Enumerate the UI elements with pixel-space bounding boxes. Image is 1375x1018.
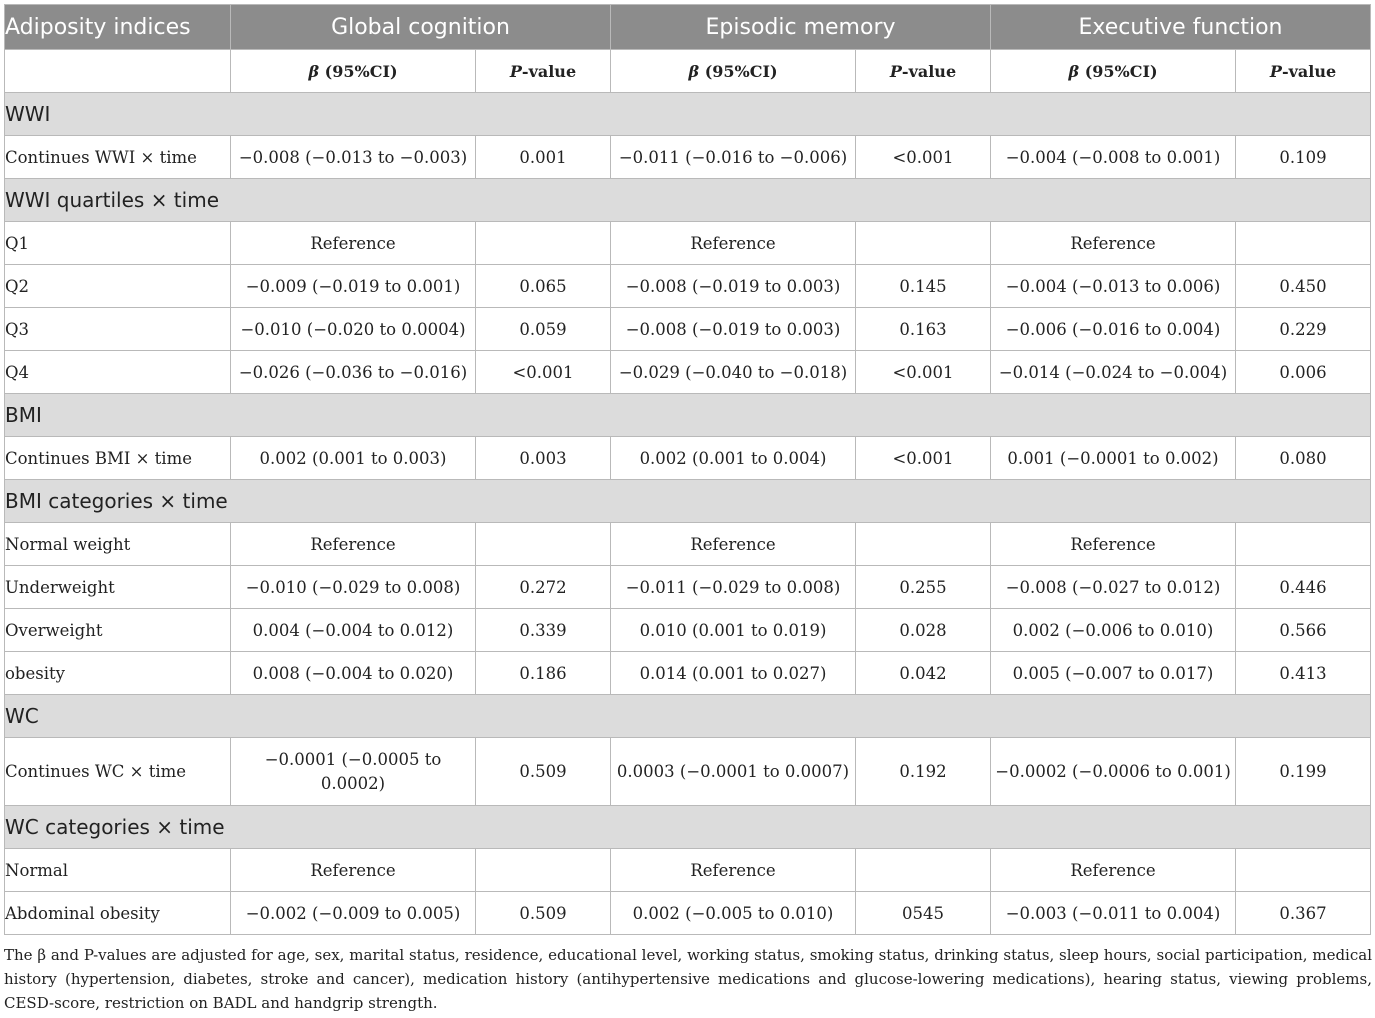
- cell-global-cognition-p: 0.339: [476, 609, 611, 652]
- cell-episodic-memory-p: 0.192: [856, 738, 991, 806]
- cell-episodic-memory-beta: 0.002 (−0.005 to 0.010): [611, 892, 856, 935]
- subheader-empty: [5, 50, 231, 93]
- cell-episodic-memory-p: 0.042: [856, 652, 991, 695]
- cell-executive-function-p: [1236, 222, 1371, 265]
- table-row: [5, 351, 1371, 394]
- cell-executive-function-p: [1236, 523, 1371, 566]
- subheader-p-gc: [476, 50, 611, 93]
- row-label: Q2: [5, 265, 231, 308]
- cell-executive-function-p: 0.413: [1236, 652, 1371, 695]
- row-label: obesity: [5, 652, 231, 695]
- header-episodic-memory: Episodic memory: [611, 5, 991, 50]
- subheader-beta-ef: [991, 50, 1236, 93]
- cell-executive-function-beta: −0.014 (−0.024 to −0.004): [991, 351, 1236, 394]
- section-title: WC categories × time: [5, 806, 1371, 849]
- cell-executive-function-beta: −0.003 (−0.011 to 0.004): [991, 892, 1236, 935]
- cell-global-cognition-p: [476, 222, 611, 265]
- subheader-p-em: [856, 50, 991, 93]
- cell-executive-function-beta: 0.005 (−0.007 to 0.017): [991, 652, 1236, 695]
- cell-global-cognition-p: 0.059: [476, 308, 611, 351]
- cell-global-cognition-beta: −0.010 (−0.029 to 0.008): [231, 566, 476, 609]
- cell-global-cognition-beta: Reference: [231, 523, 476, 566]
- row-label: Q4: [5, 351, 231, 394]
- cell-executive-function-beta: 0.001 (−0.0001 to 0.002): [991, 437, 1236, 480]
- section-title: WWI: [5, 93, 1371, 136]
- cell-global-cognition-p: 0.272: [476, 566, 611, 609]
- cell-episodic-memory-beta: −0.029 (−0.040 to −0.018): [611, 351, 856, 394]
- p-symbol: P: [889, 61, 902, 81]
- cell-episodic-memory-beta: 0.0003 (−0.0001 to 0.0007): [611, 738, 856, 806]
- cell-global-cognition-p: 0.003: [476, 437, 611, 480]
- cell-episodic-memory-beta: 0.002 (0.001 to 0.004): [611, 437, 856, 480]
- table-row: [5, 849, 1371, 892]
- cell-global-cognition-beta: −0.008 (−0.013 to −0.003): [231, 136, 476, 179]
- beta-symbol: β: [308, 61, 320, 81]
- beta-suffix: (95%CI): [319, 61, 398, 81]
- cell-global-cognition-beta: −0.010 (−0.020 to 0.0004): [231, 308, 476, 351]
- beta-symbol: β: [1068, 61, 1080, 81]
- header-adiposity-indices: Adiposity indices: [5, 5, 231, 50]
- cell-global-cognition-beta: Reference: [231, 849, 476, 892]
- beta-symbol: β: [688, 61, 700, 81]
- section-title: BMI categories × time: [5, 480, 1371, 523]
- cell-episodic-memory-p: 0.145: [856, 265, 991, 308]
- cell-episodic-memory-p: <0.001: [856, 437, 991, 480]
- cell-episodic-memory-beta: Reference: [611, 222, 856, 265]
- row-label: Q1: [5, 222, 231, 265]
- p-symbol: P: [1269, 61, 1282, 81]
- table-row: [5, 738, 1371, 806]
- cell-global-cognition-beta: −0.009 (−0.019 to 0.001): [231, 265, 476, 308]
- cell-executive-function-beta: −0.0002 (−0.0006 to 0.001): [991, 738, 1236, 806]
- cell-executive-function-beta: Reference: [991, 222, 1236, 265]
- cell-global-cognition-p: [476, 849, 611, 892]
- subheader-p-ef: [1236, 50, 1371, 93]
- cell-executive-function-p: 0.080: [1236, 437, 1371, 480]
- beta-suffix: (95%CI): [699, 61, 778, 81]
- cell-executive-function-beta: −0.006 (−0.016 to 0.004): [991, 308, 1236, 351]
- row-label: Overweight: [5, 609, 231, 652]
- cell-executive-function-p: 0.199: [1236, 738, 1371, 806]
- results-table: [4, 4, 1371, 935]
- table-row: [5, 265, 1371, 308]
- section-row: [5, 480, 1371, 523]
- cell-episodic-memory-beta: 0.010 (0.001 to 0.019): [611, 609, 856, 652]
- table-footnote: The β and P-values are adjusted for age, sex, marital status, residence, educational level, working status, smoking status, drinking status, sleep hours, social participation, medical history (hypertension, diabetes, stroke and cancer), medication history (antihypertensive medications and glucose-lowering medications), hearing status, viewing problems, CESD-score, restriction on BADL and handgrip strength.: [4, 946, 1372, 1012]
- p-suffix: -value: [1281, 61, 1337, 81]
- cell-episodic-memory-p: 0.028: [856, 609, 991, 652]
- cell-executive-function-beta: −0.004 (−0.013 to 0.006): [991, 265, 1236, 308]
- cell-episodic-memory-p: 0.163: [856, 308, 991, 351]
- cell-executive-function-p: [1236, 849, 1371, 892]
- p-symbol: P: [509, 61, 522, 81]
- cell-executive-function-beta: 0.002 (−0.006 to 0.010): [991, 609, 1236, 652]
- cell-episodic-memory-p: [856, 849, 991, 892]
- header-executive-function: Executive function: [991, 5, 1371, 50]
- group-header-row: [5, 5, 1371, 50]
- section-row: [5, 93, 1371, 136]
- cell-executive-function-beta: −0.008 (−0.027 to 0.012): [991, 566, 1236, 609]
- cell-global-cognition-beta: 0.004 (−0.004 to 0.012): [231, 609, 476, 652]
- cell-global-cognition-p: <0.001: [476, 351, 611, 394]
- header-global-cognition: Global cognition: [231, 5, 611, 50]
- cell-episodic-memory-beta: −0.011 (−0.016 to −0.006): [611, 136, 856, 179]
- cell-global-cognition-p: 0.065: [476, 265, 611, 308]
- cell-episodic-memory-beta: −0.011 (−0.029 to 0.008): [611, 566, 856, 609]
- beta-suffix: (95%CI): [1079, 61, 1158, 81]
- row-label: Underweight: [5, 566, 231, 609]
- table-row: [5, 222, 1371, 265]
- cell-episodic-memory-beta: −0.008 (−0.019 to 0.003): [611, 308, 856, 351]
- row-label: Normal: [5, 849, 231, 892]
- section-row: [5, 394, 1371, 437]
- cell-executive-function-p: 0.566: [1236, 609, 1371, 652]
- table-row: [5, 308, 1371, 351]
- cell-episodic-memory-p: 0.255: [856, 566, 991, 609]
- cell-episodic-memory-p: <0.001: [856, 136, 991, 179]
- cell-global-cognition-p: 0.186: [476, 652, 611, 695]
- table-row: [5, 136, 1371, 179]
- subheader-row: [5, 50, 1371, 93]
- cell-episodic-memory-p: [856, 222, 991, 265]
- table-row: [5, 609, 1371, 652]
- cell-global-cognition-beta: Reference: [231, 222, 476, 265]
- row-label: Normal weight: [5, 523, 231, 566]
- section-title: BMI: [5, 394, 1371, 437]
- row-label: Abdominal obesity: [5, 892, 231, 935]
- table-body: [5, 93, 1371, 935]
- cell-global-cognition-p: 0.001: [476, 136, 611, 179]
- cell-episodic-memory-p: 0545: [856, 892, 991, 935]
- cell-episodic-memory-beta: 0.014 (0.001 to 0.027): [611, 652, 856, 695]
- subheader-beta-em: [611, 50, 856, 93]
- subheader-beta-gc: [231, 50, 476, 93]
- cell-global-cognition-beta: −0.026 (−0.036 to −0.016): [231, 351, 476, 394]
- cell-episodic-memory-beta: Reference: [611, 849, 856, 892]
- cell-global-cognition-p: 0.509: [476, 738, 611, 806]
- p-suffix: -value: [901, 61, 957, 81]
- table-row: [5, 437, 1371, 480]
- cell-global-cognition-beta: −0.0001 (−0.0005 to 0.0002): [231, 738, 476, 806]
- cell-episodic-memory-p: [856, 523, 991, 566]
- section-row: [5, 179, 1371, 222]
- cell-executive-function-beta: Reference: [991, 849, 1236, 892]
- section-title: WWI quartiles × time: [5, 179, 1371, 222]
- table-row: [5, 892, 1371, 935]
- cell-episodic-memory-p: <0.001: [856, 351, 991, 394]
- row-label: Continues WC × time: [5, 738, 231, 806]
- cell-executive-function-p: 0.367: [1236, 892, 1371, 935]
- row-label: Continues BMI × time: [5, 437, 231, 480]
- cell-executive-function-p: 0.006: [1236, 351, 1371, 394]
- cell-global-cognition-beta: 0.002 (0.001 to 0.003): [231, 437, 476, 480]
- section-row: [5, 695, 1371, 738]
- cell-episodic-memory-beta: Reference: [611, 523, 856, 566]
- cell-executive-function-p: 0.450: [1236, 265, 1371, 308]
- row-label: Continues WWI × time: [5, 136, 231, 179]
- cell-global-cognition-p: 0.509: [476, 892, 611, 935]
- section-row: [5, 806, 1371, 849]
- cell-episodic-memory-beta: −0.008 (−0.019 to 0.003): [611, 265, 856, 308]
- table-row: [5, 523, 1371, 566]
- table-row: [5, 566, 1371, 609]
- cell-executive-function-p: 0.446: [1236, 566, 1371, 609]
- cell-global-cognition-p: [476, 523, 611, 566]
- row-label: Q3: [5, 308, 231, 351]
- cell-executive-function-beta: −0.004 (−0.008 to 0.001): [991, 136, 1236, 179]
- table-row: [5, 652, 1371, 695]
- cell-executive-function-p: 0.229: [1236, 308, 1371, 351]
- cell-executive-function-beta: Reference: [991, 523, 1236, 566]
- cell-global-cognition-beta: 0.008 (−0.004 to 0.020): [231, 652, 476, 695]
- cell-executive-function-p: 0.109: [1236, 136, 1371, 179]
- p-suffix: -value: [521, 61, 577, 81]
- section-title: WC: [5, 695, 1371, 738]
- cell-global-cognition-beta: −0.002 (−0.009 to 0.005): [231, 892, 476, 935]
